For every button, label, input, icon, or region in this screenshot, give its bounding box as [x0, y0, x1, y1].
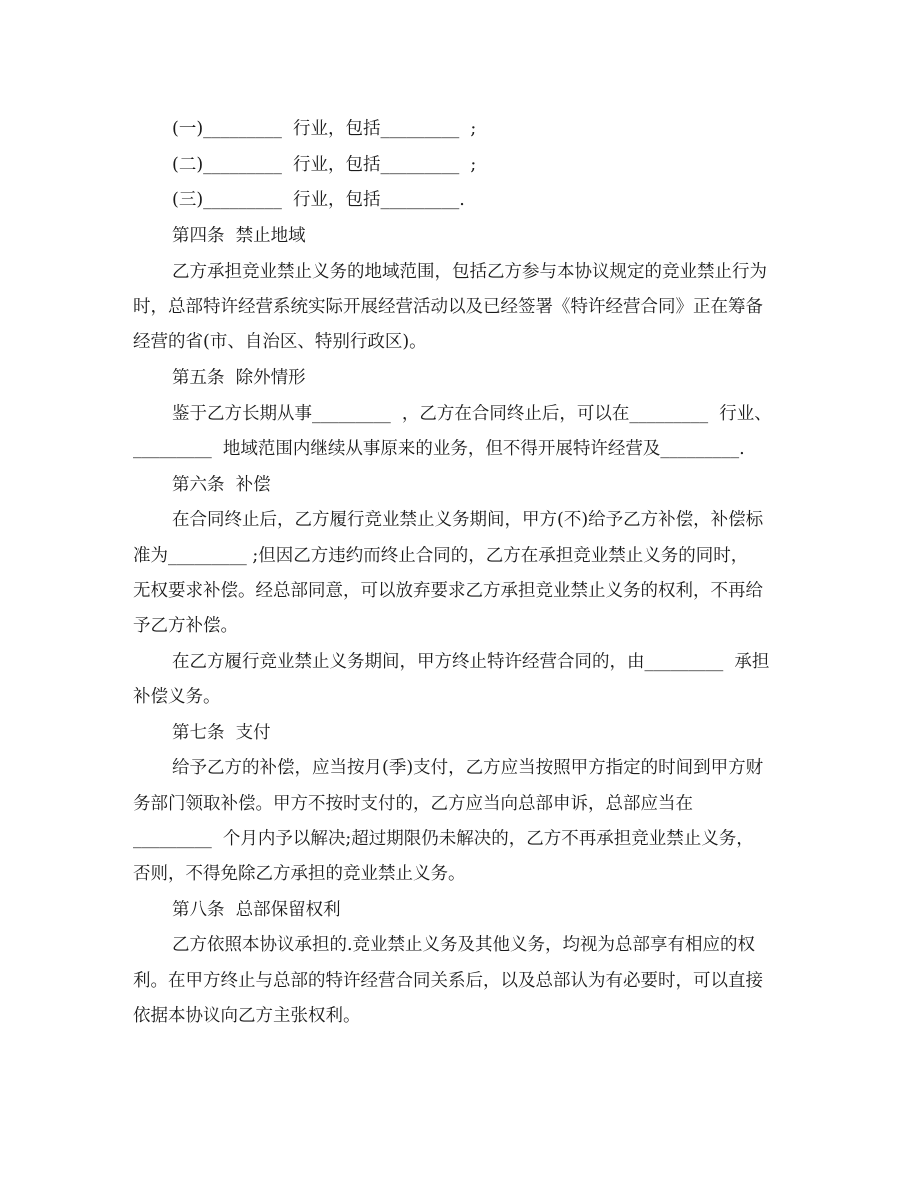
article-6-text-line-1: 在合同终止后，乙方履行竞业禁止义务期间，甲方(不)给予乙方补偿，补偿标 — [172, 510, 764, 530]
article-6-text-line-5: 在乙方履行竞业禁止义务期间，甲方终止特许经营合同的，由_________ 承担 — [172, 652, 770, 672]
article-5-text-line-2: _________ 地域范围内继续从事原来的业务，但不得开展特许经营及_________. — [133, 439, 745, 459]
article-4-text-line-2: 时，总部特许经营系统实际开展经营活动以及已经签署《特许经营合同》正在筹备 — [133, 297, 763, 317]
article-5-text-line-1: 鉴于乙方长期从事_________ ，乙方在合同终止后，可以在_________ 行业、 — [172, 404, 772, 424]
article-8-text-line-2: 利。在甲方终止与总部的特许经营合同关系后，以及总部认为有必要时，可以直接 — [133, 971, 763, 991]
article-8-heading: 第八条 总部保留权利 — [172, 900, 341, 920]
clause-item-3: (三)_________ 行业，包括_________. — [172, 190, 465, 210]
clause-item-1: (一)_________ 行业，包括_________ ; — [172, 119, 477, 139]
article-4-heading: 第四条 禁止地域 — [172, 226, 306, 246]
article-6-text-line-6: 补偿义务。 — [133, 687, 221, 707]
article-7-text-line-4: 否则，不得免除乙方承担的竞业禁止义务。 — [133, 864, 466, 884]
article-5-heading: 第五条 除外情形 — [172, 368, 306, 388]
article-7-text-line-1: 给予乙方的补偿，应当按月(季)支付，乙方应当按照甲方指定的时间到甲方财 — [172, 758, 764, 778]
article-4-text-line-1: 乙方承担竞业禁止义务的地域范围，包括乙方参与本协议规定的竞业禁止行为 — [172, 262, 767, 282]
article-7-text-line-2: 务部门领取补偿。甲方不按时支付的，乙方应当向总部申诉，总部应当在 — [133, 794, 693, 814]
article-6-text-line-2: 准为_________ ;但因乙方违约而终止合同的，乙方在承担竞业禁止义务的同时， — [133, 546, 749, 566]
article-6-text-line-4: 予乙方补偿。 — [133, 616, 238, 636]
clause-item-2: (二)_________ 行业，包括_________ ; — [172, 155, 477, 175]
article-6-heading: 第六条 补偿 — [172, 475, 271, 495]
article-7-text-line-3: _________ 个月内予以解决;超过期限仍未解决的，乙方不再承担竞业禁止义务， — [133, 829, 754, 849]
article-8-text-line-3: 依据本协议向乙方主张权利。 — [133, 1006, 361, 1026]
article-8-text-line-1: 乙方依照本协议承担的.竞业禁止义务及其他义务，均视为总部享有相应的权 — [172, 935, 756, 955]
article-7-heading: 第七条 支付 — [172, 723, 271, 743]
article-4-text-line-3: 经营的省(市、自治区、特别行政区)。 — [133, 332, 427, 352]
article-6-text-line-3: 无权要求补偿。经总部同意，可以放弃要求乙方承担竞业禁止义务的权利，不再给 — [133, 581, 763, 601]
